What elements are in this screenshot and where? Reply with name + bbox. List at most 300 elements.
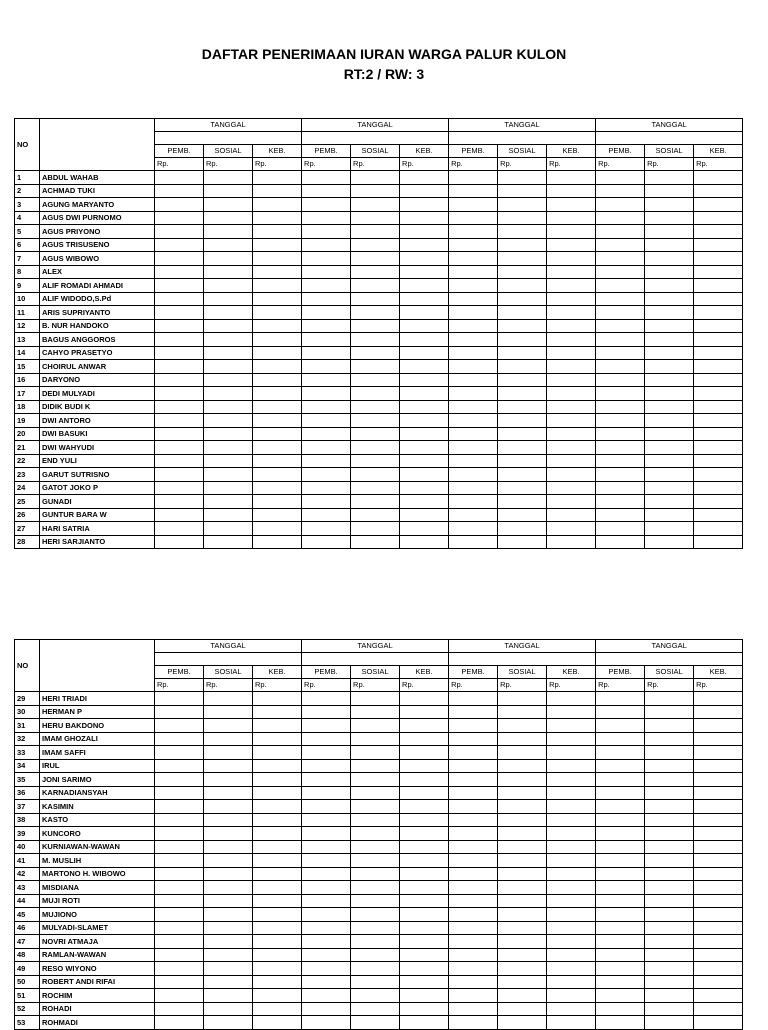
amount-cell[interactable] xyxy=(400,692,449,706)
amount-cell[interactable] xyxy=(694,198,743,212)
amount-cell[interactable] xyxy=(449,840,498,854)
amount-cell[interactable] xyxy=(302,840,351,854)
amount-cell[interactable] xyxy=(694,333,743,347)
amount-cell[interactable] xyxy=(253,171,302,185)
amount-cell[interactable] xyxy=(302,400,351,414)
amount-cell[interactable] xyxy=(400,746,449,760)
amount-cell[interactable] xyxy=(253,319,302,333)
amount-cell[interactable] xyxy=(302,989,351,1003)
amount-cell[interactable] xyxy=(596,719,645,733)
amount-cell[interactable] xyxy=(155,373,204,387)
amount-cell[interactable] xyxy=(694,921,743,935)
amount-cell[interactable] xyxy=(645,481,694,495)
amount-cell[interactable] xyxy=(694,535,743,549)
amount-cell[interactable] xyxy=(155,921,204,935)
amount-cell[interactable] xyxy=(253,948,302,962)
amount-cell[interactable] xyxy=(449,989,498,1003)
amount-cell[interactable] xyxy=(449,948,498,962)
amount-cell[interactable] xyxy=(400,468,449,482)
amount-cell[interactable] xyxy=(449,346,498,360)
amount-cell[interactable] xyxy=(155,705,204,719)
amount-cell[interactable] xyxy=(645,948,694,962)
amount-cell[interactable] xyxy=(204,387,253,401)
amount-cell[interactable] xyxy=(694,854,743,868)
amount-cell[interactable] xyxy=(204,962,253,976)
amount-cell[interactable] xyxy=(253,786,302,800)
amount-cell[interactable] xyxy=(351,211,400,225)
amount-cell[interactable] xyxy=(645,184,694,198)
amount-cell[interactable] xyxy=(155,306,204,320)
amount-cell[interactable] xyxy=(400,481,449,495)
amount-cell[interactable] xyxy=(253,975,302,989)
amount-cell[interactable] xyxy=(449,746,498,760)
amount-cell[interactable] xyxy=(547,975,596,989)
amount-cell[interactable] xyxy=(302,481,351,495)
amount-cell[interactable] xyxy=(253,746,302,760)
amount-cell[interactable] xyxy=(449,198,498,212)
amount-cell[interactable] xyxy=(351,840,400,854)
amount-cell[interactable] xyxy=(547,692,596,706)
amount-cell[interactable] xyxy=(449,1016,498,1030)
amount-cell[interactable] xyxy=(351,813,400,827)
amount-cell[interactable] xyxy=(351,1016,400,1030)
amount-cell[interactable] xyxy=(694,1016,743,1030)
amount-cell[interactable] xyxy=(253,333,302,347)
amount-cell[interactable] xyxy=(351,292,400,306)
amount-cell[interactable] xyxy=(253,1016,302,1030)
amount-cell[interactable] xyxy=(351,948,400,962)
amount-cell[interactable] xyxy=(498,414,547,428)
amount-cell[interactable] xyxy=(204,854,253,868)
amount-cell[interactable] xyxy=(498,535,547,549)
amount-cell[interactable] xyxy=(694,279,743,293)
amount-cell[interactable] xyxy=(498,1002,547,1016)
amount-cell[interactable] xyxy=(400,759,449,773)
amount-cell[interactable] xyxy=(302,921,351,935)
amount-cell[interactable] xyxy=(596,171,645,185)
amount-cell[interactable] xyxy=(645,360,694,374)
amount-cell[interactable] xyxy=(449,867,498,881)
amount-cell[interactable] xyxy=(694,265,743,279)
amount-cell[interactable] xyxy=(694,522,743,536)
amount-cell[interactable] xyxy=(253,211,302,225)
amount-cell[interactable] xyxy=(204,840,253,854)
amount-cell[interactable] xyxy=(351,360,400,374)
amount-cell[interactable] xyxy=(155,427,204,441)
amount-cell[interactable] xyxy=(204,759,253,773)
amount-cell[interactable] xyxy=(400,786,449,800)
amount-cell[interactable] xyxy=(204,705,253,719)
amount-cell[interactable] xyxy=(204,921,253,935)
amount-cell[interactable] xyxy=(645,373,694,387)
amount-cell[interactable] xyxy=(204,481,253,495)
amount-cell[interactable] xyxy=(547,184,596,198)
amount-cell[interactable] xyxy=(596,935,645,949)
amount-cell[interactable] xyxy=(645,495,694,509)
amount-cell[interactable] xyxy=(351,719,400,733)
amount-cell[interactable] xyxy=(547,908,596,922)
amount-cell[interactable] xyxy=(351,935,400,949)
amount-cell[interactable] xyxy=(645,975,694,989)
amount-cell[interactable] xyxy=(302,692,351,706)
amount-cell[interactable] xyxy=(155,400,204,414)
amount-cell[interactable] xyxy=(204,746,253,760)
amount-cell[interactable] xyxy=(596,387,645,401)
amount-cell[interactable] xyxy=(645,921,694,935)
amount-cell[interactable] xyxy=(204,894,253,908)
amount-cell[interactable] xyxy=(351,400,400,414)
amount-cell[interactable] xyxy=(400,508,449,522)
amount-cell[interactable] xyxy=(204,454,253,468)
amount-cell[interactable] xyxy=(204,813,253,827)
amount-cell[interactable] xyxy=(449,454,498,468)
amount-cell[interactable] xyxy=(400,279,449,293)
amount-cell[interactable] xyxy=(645,427,694,441)
amount-cell[interactable] xyxy=(400,732,449,746)
amount-cell[interactable] xyxy=(204,184,253,198)
amount-cell[interactable] xyxy=(498,171,547,185)
amount-cell[interactable] xyxy=(351,773,400,787)
amount-cell[interactable] xyxy=(596,211,645,225)
amount-cell[interactable] xyxy=(498,292,547,306)
amount-cell[interactable] xyxy=(694,813,743,827)
amount-cell[interactable] xyxy=(204,989,253,1003)
amount-cell[interactable] xyxy=(694,935,743,949)
amount-cell[interactable] xyxy=(400,292,449,306)
amount-cell[interactable] xyxy=(449,935,498,949)
amount-cell[interactable] xyxy=(645,813,694,827)
amount-cell[interactable] xyxy=(351,225,400,239)
amount-cell[interactable] xyxy=(204,252,253,266)
amount-cell[interactable] xyxy=(449,786,498,800)
amount-cell[interactable] xyxy=(302,535,351,549)
amount-cell[interactable] xyxy=(547,719,596,733)
amount-cell[interactable] xyxy=(400,975,449,989)
amount-cell[interactable] xyxy=(596,705,645,719)
amount-cell[interactable] xyxy=(204,732,253,746)
amount-cell[interactable] xyxy=(449,265,498,279)
amount-cell[interactable] xyxy=(155,881,204,895)
amount-cell[interactable] xyxy=(498,495,547,509)
amount-cell[interactable] xyxy=(596,238,645,252)
amount-cell[interactable] xyxy=(547,989,596,1003)
amount-cell[interactable] xyxy=(253,535,302,549)
amount-cell[interactable] xyxy=(351,692,400,706)
amount-cell[interactable] xyxy=(449,881,498,895)
amount-cell[interactable] xyxy=(204,279,253,293)
amount-cell[interactable] xyxy=(694,840,743,854)
amount-cell[interactable] xyxy=(155,319,204,333)
amount-cell[interactable] xyxy=(645,265,694,279)
amount-cell[interactable] xyxy=(596,732,645,746)
amount-cell[interactable] xyxy=(155,211,204,225)
amount-cell[interactable] xyxy=(204,292,253,306)
amount-cell[interactable] xyxy=(351,171,400,185)
amount-cell[interactable] xyxy=(204,198,253,212)
amount-cell[interactable] xyxy=(155,1016,204,1030)
amount-cell[interactable] xyxy=(645,387,694,401)
amount-cell[interactable] xyxy=(694,238,743,252)
amount-cell[interactable] xyxy=(694,786,743,800)
amount-cell[interactable] xyxy=(155,975,204,989)
amount-cell[interactable] xyxy=(253,481,302,495)
amount-cell[interactable] xyxy=(302,746,351,760)
amount-cell[interactable] xyxy=(498,746,547,760)
amount-cell[interactable] xyxy=(498,400,547,414)
amount-cell[interactable] xyxy=(547,198,596,212)
amount-cell[interactable] xyxy=(400,908,449,922)
amount-cell[interactable] xyxy=(155,948,204,962)
amount-cell[interactable] xyxy=(302,975,351,989)
amount-cell[interactable] xyxy=(645,171,694,185)
amount-cell[interactable] xyxy=(253,387,302,401)
amount-cell[interactable] xyxy=(302,414,351,428)
amount-cell[interactable] xyxy=(155,238,204,252)
amount-cell[interactable] xyxy=(596,441,645,455)
amount-cell[interactable] xyxy=(645,292,694,306)
amount-cell[interactable] xyxy=(645,881,694,895)
amount-cell[interactable] xyxy=(449,732,498,746)
amount-cell[interactable] xyxy=(498,387,547,401)
amount-cell[interactable] xyxy=(351,894,400,908)
amount-cell[interactable] xyxy=(400,225,449,239)
amount-cell[interactable] xyxy=(204,414,253,428)
amount-cell[interactable] xyxy=(645,522,694,536)
amount-cell[interactable] xyxy=(302,238,351,252)
amount-cell[interactable] xyxy=(204,238,253,252)
amount-cell[interactable] xyxy=(155,840,204,854)
amount-cell[interactable] xyxy=(253,468,302,482)
amount-cell[interactable] xyxy=(596,427,645,441)
amount-cell[interactable] xyxy=(694,948,743,962)
amount-cell[interactable] xyxy=(302,894,351,908)
amount-cell[interactable] xyxy=(547,292,596,306)
amount-cell[interactable] xyxy=(449,692,498,706)
amount-cell[interactable] xyxy=(302,962,351,976)
amount-cell[interactable] xyxy=(645,252,694,266)
amount-cell[interactable] xyxy=(596,414,645,428)
amount-cell[interactable] xyxy=(253,279,302,293)
amount-cell[interactable] xyxy=(351,962,400,976)
amount-cell[interactable] xyxy=(645,962,694,976)
amount-cell[interactable] xyxy=(351,373,400,387)
amount-cell[interactable] xyxy=(645,705,694,719)
amount-cell[interactable] xyxy=(253,773,302,787)
amount-cell[interactable] xyxy=(351,441,400,455)
amount-cell[interactable] xyxy=(498,921,547,935)
amount-cell[interactable] xyxy=(155,346,204,360)
amount-cell[interactable] xyxy=(498,692,547,706)
amount-cell[interactable] xyxy=(400,306,449,320)
amount-cell[interactable] xyxy=(204,975,253,989)
amount-cell[interactable] xyxy=(155,454,204,468)
amount-cell[interactable] xyxy=(694,184,743,198)
amount-cell[interactable] xyxy=(204,360,253,374)
amount-cell[interactable] xyxy=(302,211,351,225)
amount-cell[interactable] xyxy=(498,508,547,522)
amount-cell[interactable] xyxy=(400,921,449,935)
amount-cell[interactable] xyxy=(547,921,596,935)
amount-cell[interactable] xyxy=(351,454,400,468)
amount-cell[interactable] xyxy=(547,840,596,854)
amount-cell[interactable] xyxy=(645,759,694,773)
amount-cell[interactable] xyxy=(155,719,204,733)
amount-cell[interactable] xyxy=(596,840,645,854)
amount-cell[interactable] xyxy=(351,481,400,495)
amount-cell[interactable] xyxy=(449,813,498,827)
amount-cell[interactable] xyxy=(596,786,645,800)
amount-cell[interactable] xyxy=(694,400,743,414)
amount-cell[interactable] xyxy=(253,400,302,414)
amount-cell[interactable] xyxy=(155,962,204,976)
amount-cell[interactable] xyxy=(694,252,743,266)
amount-cell[interactable] xyxy=(253,692,302,706)
amount-cell[interactable] xyxy=(547,894,596,908)
amount-cell[interactable] xyxy=(498,908,547,922)
amount-cell[interactable] xyxy=(253,1002,302,1016)
amount-cell[interactable] xyxy=(253,800,302,814)
amount-cell[interactable] xyxy=(645,468,694,482)
amount-cell[interactable] xyxy=(400,373,449,387)
amount-cell[interactable] xyxy=(547,360,596,374)
amount-cell[interactable] xyxy=(351,854,400,868)
amount-cell[interactable] xyxy=(645,400,694,414)
amount-cell[interactable] xyxy=(547,468,596,482)
amount-cell[interactable] xyxy=(351,786,400,800)
amount-cell[interactable] xyxy=(302,468,351,482)
amount-cell[interactable] xyxy=(449,495,498,509)
amount-cell[interactable] xyxy=(694,387,743,401)
amount-cell[interactable] xyxy=(253,373,302,387)
amount-cell[interactable] xyxy=(400,962,449,976)
amount-cell[interactable] xyxy=(204,827,253,841)
amount-cell[interactable] xyxy=(400,881,449,895)
amount-cell[interactable] xyxy=(547,252,596,266)
amount-cell[interactable] xyxy=(155,495,204,509)
amount-cell[interactable] xyxy=(351,827,400,841)
amount-cell[interactable] xyxy=(547,881,596,895)
amount-cell[interactable] xyxy=(302,508,351,522)
amount-cell[interactable] xyxy=(302,306,351,320)
amount-cell[interactable] xyxy=(302,373,351,387)
amount-cell[interactable] xyxy=(253,962,302,976)
amount-cell[interactable] xyxy=(498,468,547,482)
amount-cell[interactable] xyxy=(449,468,498,482)
amount-cell[interactable] xyxy=(155,414,204,428)
amount-cell[interactable] xyxy=(400,238,449,252)
amount-cell[interactable] xyxy=(645,333,694,347)
amount-cell[interactable] xyxy=(155,800,204,814)
amount-cell[interactable] xyxy=(400,454,449,468)
amount-cell[interactable] xyxy=(449,719,498,733)
amount-cell[interactable] xyxy=(596,292,645,306)
amount-cell[interactable] xyxy=(302,854,351,868)
amount-cell[interactable] xyxy=(694,508,743,522)
amount-cell[interactable] xyxy=(498,935,547,949)
amount-cell[interactable] xyxy=(155,759,204,773)
amount-cell[interactable] xyxy=(400,387,449,401)
amount-cell[interactable] xyxy=(400,535,449,549)
amount-cell[interactable] xyxy=(645,786,694,800)
amount-cell[interactable] xyxy=(449,225,498,239)
amount-cell[interactable] xyxy=(449,962,498,976)
amount-cell[interactable] xyxy=(498,975,547,989)
amount-cell[interactable] xyxy=(498,948,547,962)
amount-cell[interactable] xyxy=(498,989,547,1003)
amount-cell[interactable] xyxy=(498,346,547,360)
amount-cell[interactable] xyxy=(596,535,645,549)
amount-cell[interactable] xyxy=(253,908,302,922)
amount-cell[interactable] xyxy=(596,346,645,360)
amount-cell[interactable] xyxy=(449,184,498,198)
amount-cell[interactable] xyxy=(547,481,596,495)
amount-cell[interactable] xyxy=(449,238,498,252)
amount-cell[interactable] xyxy=(547,813,596,827)
amount-cell[interactable] xyxy=(449,975,498,989)
amount-cell[interactable] xyxy=(645,279,694,293)
amount-cell[interactable] xyxy=(155,198,204,212)
amount-cell[interactable] xyxy=(253,198,302,212)
amount-cell[interactable] xyxy=(645,1002,694,1016)
amount-cell[interactable] xyxy=(449,292,498,306)
amount-cell[interactable] xyxy=(400,360,449,374)
amount-cell[interactable] xyxy=(547,746,596,760)
amount-cell[interactable] xyxy=(400,198,449,212)
amount-cell[interactable] xyxy=(351,495,400,509)
amount-cell[interactable] xyxy=(547,827,596,841)
amount-cell[interactable] xyxy=(645,319,694,333)
amount-cell[interactable] xyxy=(449,1002,498,1016)
amount-cell[interactable] xyxy=(498,184,547,198)
amount-cell[interactable] xyxy=(498,238,547,252)
amount-cell[interactable] xyxy=(498,373,547,387)
amount-cell[interactable] xyxy=(449,414,498,428)
amount-cell[interactable] xyxy=(253,989,302,1003)
amount-cell[interactable] xyxy=(351,867,400,881)
amount-cell[interactable] xyxy=(400,441,449,455)
amount-cell[interactable] xyxy=(400,414,449,428)
amount-cell[interactable] xyxy=(400,840,449,854)
amount-cell[interactable] xyxy=(155,481,204,495)
amount-cell[interactable] xyxy=(596,962,645,976)
amount-cell[interactable] xyxy=(694,759,743,773)
amount-cell[interactable] xyxy=(694,746,743,760)
amount-cell[interactable] xyxy=(400,854,449,868)
amount-cell[interactable] xyxy=(547,414,596,428)
amount-cell[interactable] xyxy=(204,535,253,549)
amount-cell[interactable] xyxy=(253,921,302,935)
amount-cell[interactable] xyxy=(547,306,596,320)
amount-cell[interactable] xyxy=(400,867,449,881)
amount-cell[interactable] xyxy=(155,786,204,800)
amount-cell[interactable] xyxy=(449,360,498,374)
amount-cell[interactable] xyxy=(302,427,351,441)
amount-cell[interactable] xyxy=(498,854,547,868)
amount-cell[interactable] xyxy=(596,319,645,333)
amount-cell[interactable] xyxy=(498,522,547,536)
amount-cell[interactable] xyxy=(547,705,596,719)
amount-cell[interactable] xyxy=(449,306,498,320)
amount-cell[interactable] xyxy=(302,252,351,266)
amount-cell[interactable] xyxy=(302,495,351,509)
amount-cell[interactable] xyxy=(596,279,645,293)
amount-cell[interactable] xyxy=(253,265,302,279)
amount-cell[interactable] xyxy=(596,522,645,536)
amount-cell[interactable] xyxy=(547,535,596,549)
amount-cell[interactable] xyxy=(449,211,498,225)
amount-cell[interactable] xyxy=(351,508,400,522)
amount-cell[interactable] xyxy=(547,279,596,293)
